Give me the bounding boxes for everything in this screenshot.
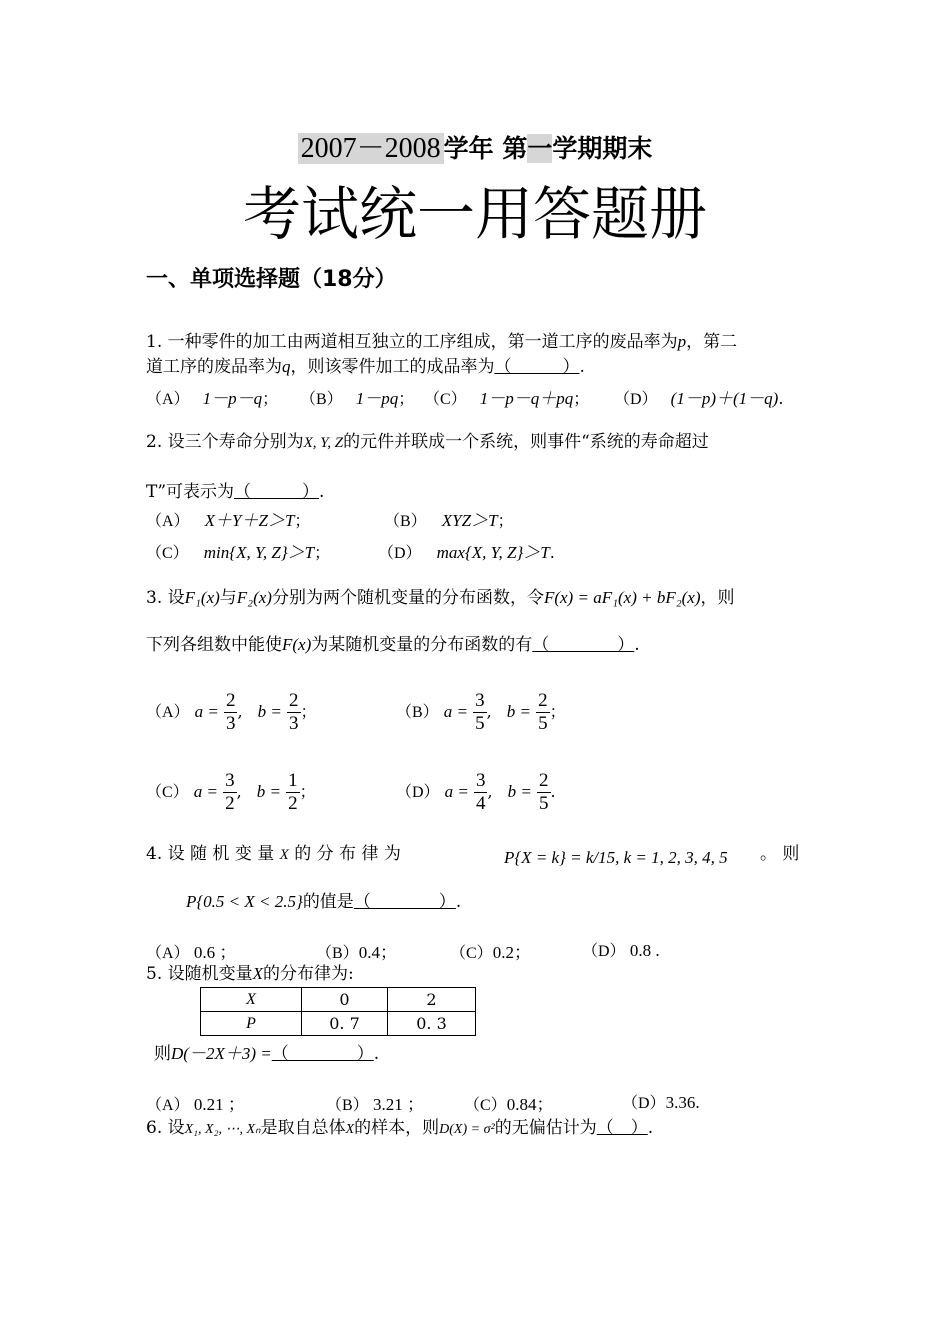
- q1-option-d: （D） (1－p)＋(1－q).: [614, 389, 784, 408]
- q5-line2: 则D(－2X＋3) =（ ）.: [154, 1044, 380, 1064]
- q4-option-d: （D） 0.8 .: [582, 941, 660, 960]
- q3-option-b: （B） a = $\frac{3}{5}$ , b = $\frac{2}{5}$ ；: [396, 690, 566, 734]
- term-highlight: 一: [527, 134, 553, 163]
- q1-option-a: （A） 1－p－q；: [146, 389, 279, 408]
- answer-blank[interactable]: （ ）: [353, 892, 456, 912]
- fraction: $\frac{2}{3}$: [289, 690, 299, 734]
- q2-option-c: （C） min{X, Y, Z}＞T；: [146, 543, 331, 562]
- q4-option-a: （A） 0.6 ；: [146, 943, 237, 962]
- q1-option-b: （B） 1－pq；: [300, 389, 415, 408]
- fraction: $\frac{2}{5}$: [539, 770, 549, 814]
- q4-line2: P{0.5 < X < 2.5}的值是（ ）.: [186, 892, 462, 912]
- term-text-b: 学期期末: [552, 134, 653, 163]
- page-title: 考试统一用答题册: [242, 180, 707, 248]
- fraction: $\frac{3}{5}$: [475, 690, 485, 734]
- table-cell: 0. 7: [302, 1012, 388, 1036]
- q3-line1: 3. 设F₁(x)与F₂(x)分别为两个随机变量的分布函数，令F(x) = aF₁(x) + bF₂(x)，则: [146, 588, 735, 608]
- q2-option-d: （D） max{X, Y, Z}＞T.: [378, 543, 555, 562]
- q6-line1: 6. 设X₁, X₂, ⋯, Xₙ是取自总体X的样本，则D(X) = σ²的无偏估计为（ ）.: [146, 1118, 654, 1138]
- q4-option-c: （C）0.2；: [450, 943, 531, 962]
- q3-option-d: （D） a = $\frac{3}{4}$ , b = $\frac{2}{5}$ .: [396, 770, 556, 814]
- q4-line1-c: 。 则: [760, 844, 800, 864]
- exam-year-term: [0, 128, 950, 169]
- q5-option-d: （D）3.36.: [622, 1093, 700, 1112]
- table-cell: X: [201, 988, 302, 1012]
- table-cell: P: [201, 1012, 302, 1036]
- q2-line2: T”可表示为（ ）.: [146, 482, 325, 502]
- distribution-table: [200, 987, 476, 1036]
- q1-line1: 1. 一种零件的加工由两道相互独立的工序组成，第一道工序的废品率为p，第二: [146, 332, 738, 352]
- table-row: [201, 988, 476, 1012]
- academic-year: 2007－2008: [298, 133, 444, 164]
- q3-option-a: （A） a = $\frac{2}{3}$ , b = $\frac{2}{3}$ ；: [146, 690, 317, 734]
- q5-option-b: （B） 3.21 ；: [326, 1095, 424, 1114]
- q5-option-c: （C）0.84；: [464, 1095, 554, 1114]
- answer-blank[interactable]: （ ）: [271, 1044, 374, 1064]
- q2-line1: 2. 设三个寿命分别为X, Y, Z的元件并联成一个系统，则事件“系统的寿命超过: [146, 432, 709, 452]
- table-cell: 0: [302, 988, 388, 1012]
- section-title: 一、单项选择题（18分）: [146, 267, 397, 292]
- table-cell: 2: [388, 988, 476, 1012]
- q3-line2: 下列各组数中能使F(x)为某随机变量的分布函数的有（ ）.: [146, 635, 640, 655]
- fraction: $\frac{2}{3}$: [225, 690, 236, 734]
- q5-line1: 5. 设随机变量X的分布律为:: [146, 964, 354, 984]
- q1-option-c: （C） 1－p－q＋pq；: [424, 389, 590, 408]
- q1-line2: 道工序的废品率为q，则该零件加工的成品率为（ ）.: [146, 357, 585, 377]
- q2-option-b: （B） XYZ＞T；: [384, 511, 514, 530]
- fraction: $\frac{1}{2}$: [288, 770, 298, 814]
- answer-blank[interactable]: （ ）: [532, 635, 635, 655]
- q3-option-c: （C） a = $\frac{3}{2}$ , b = $\frac{1}{2}$ ；: [146, 770, 316, 814]
- q4-line1-a: 4. 设 随 机 变 量 X 的 分 布 律 为: [146, 844, 401, 864]
- fraction: $\frac{3}{2}$: [225, 770, 235, 814]
- term-text-a: 学年 第: [443, 134, 528, 163]
- answer-blank[interactable]: （ ）: [596, 1118, 648, 1138]
- fraction: $\frac{2}{5}$: [538, 690, 548, 734]
- answer-blank[interactable]: （ ）: [234, 482, 320, 502]
- q4-option-b: （B）0.4；: [316, 943, 397, 962]
- q2-option-a: （A） X＋Y＋Z＞T；: [146, 511, 311, 530]
- table-cell: 0. 3: [388, 1012, 476, 1036]
- q5-option-a: （A） 0.21 ；: [146, 1095, 245, 1114]
- answer-blank[interactable]: （ ）: [494, 357, 580, 377]
- q4-distribution-law: P{X = k} = k/15, k = 1, 2, 3, 4, 5: [504, 848, 728, 867]
- fraction: $\frac{3}{4}$: [475, 770, 486, 814]
- table-row: [201, 1012, 476, 1036]
